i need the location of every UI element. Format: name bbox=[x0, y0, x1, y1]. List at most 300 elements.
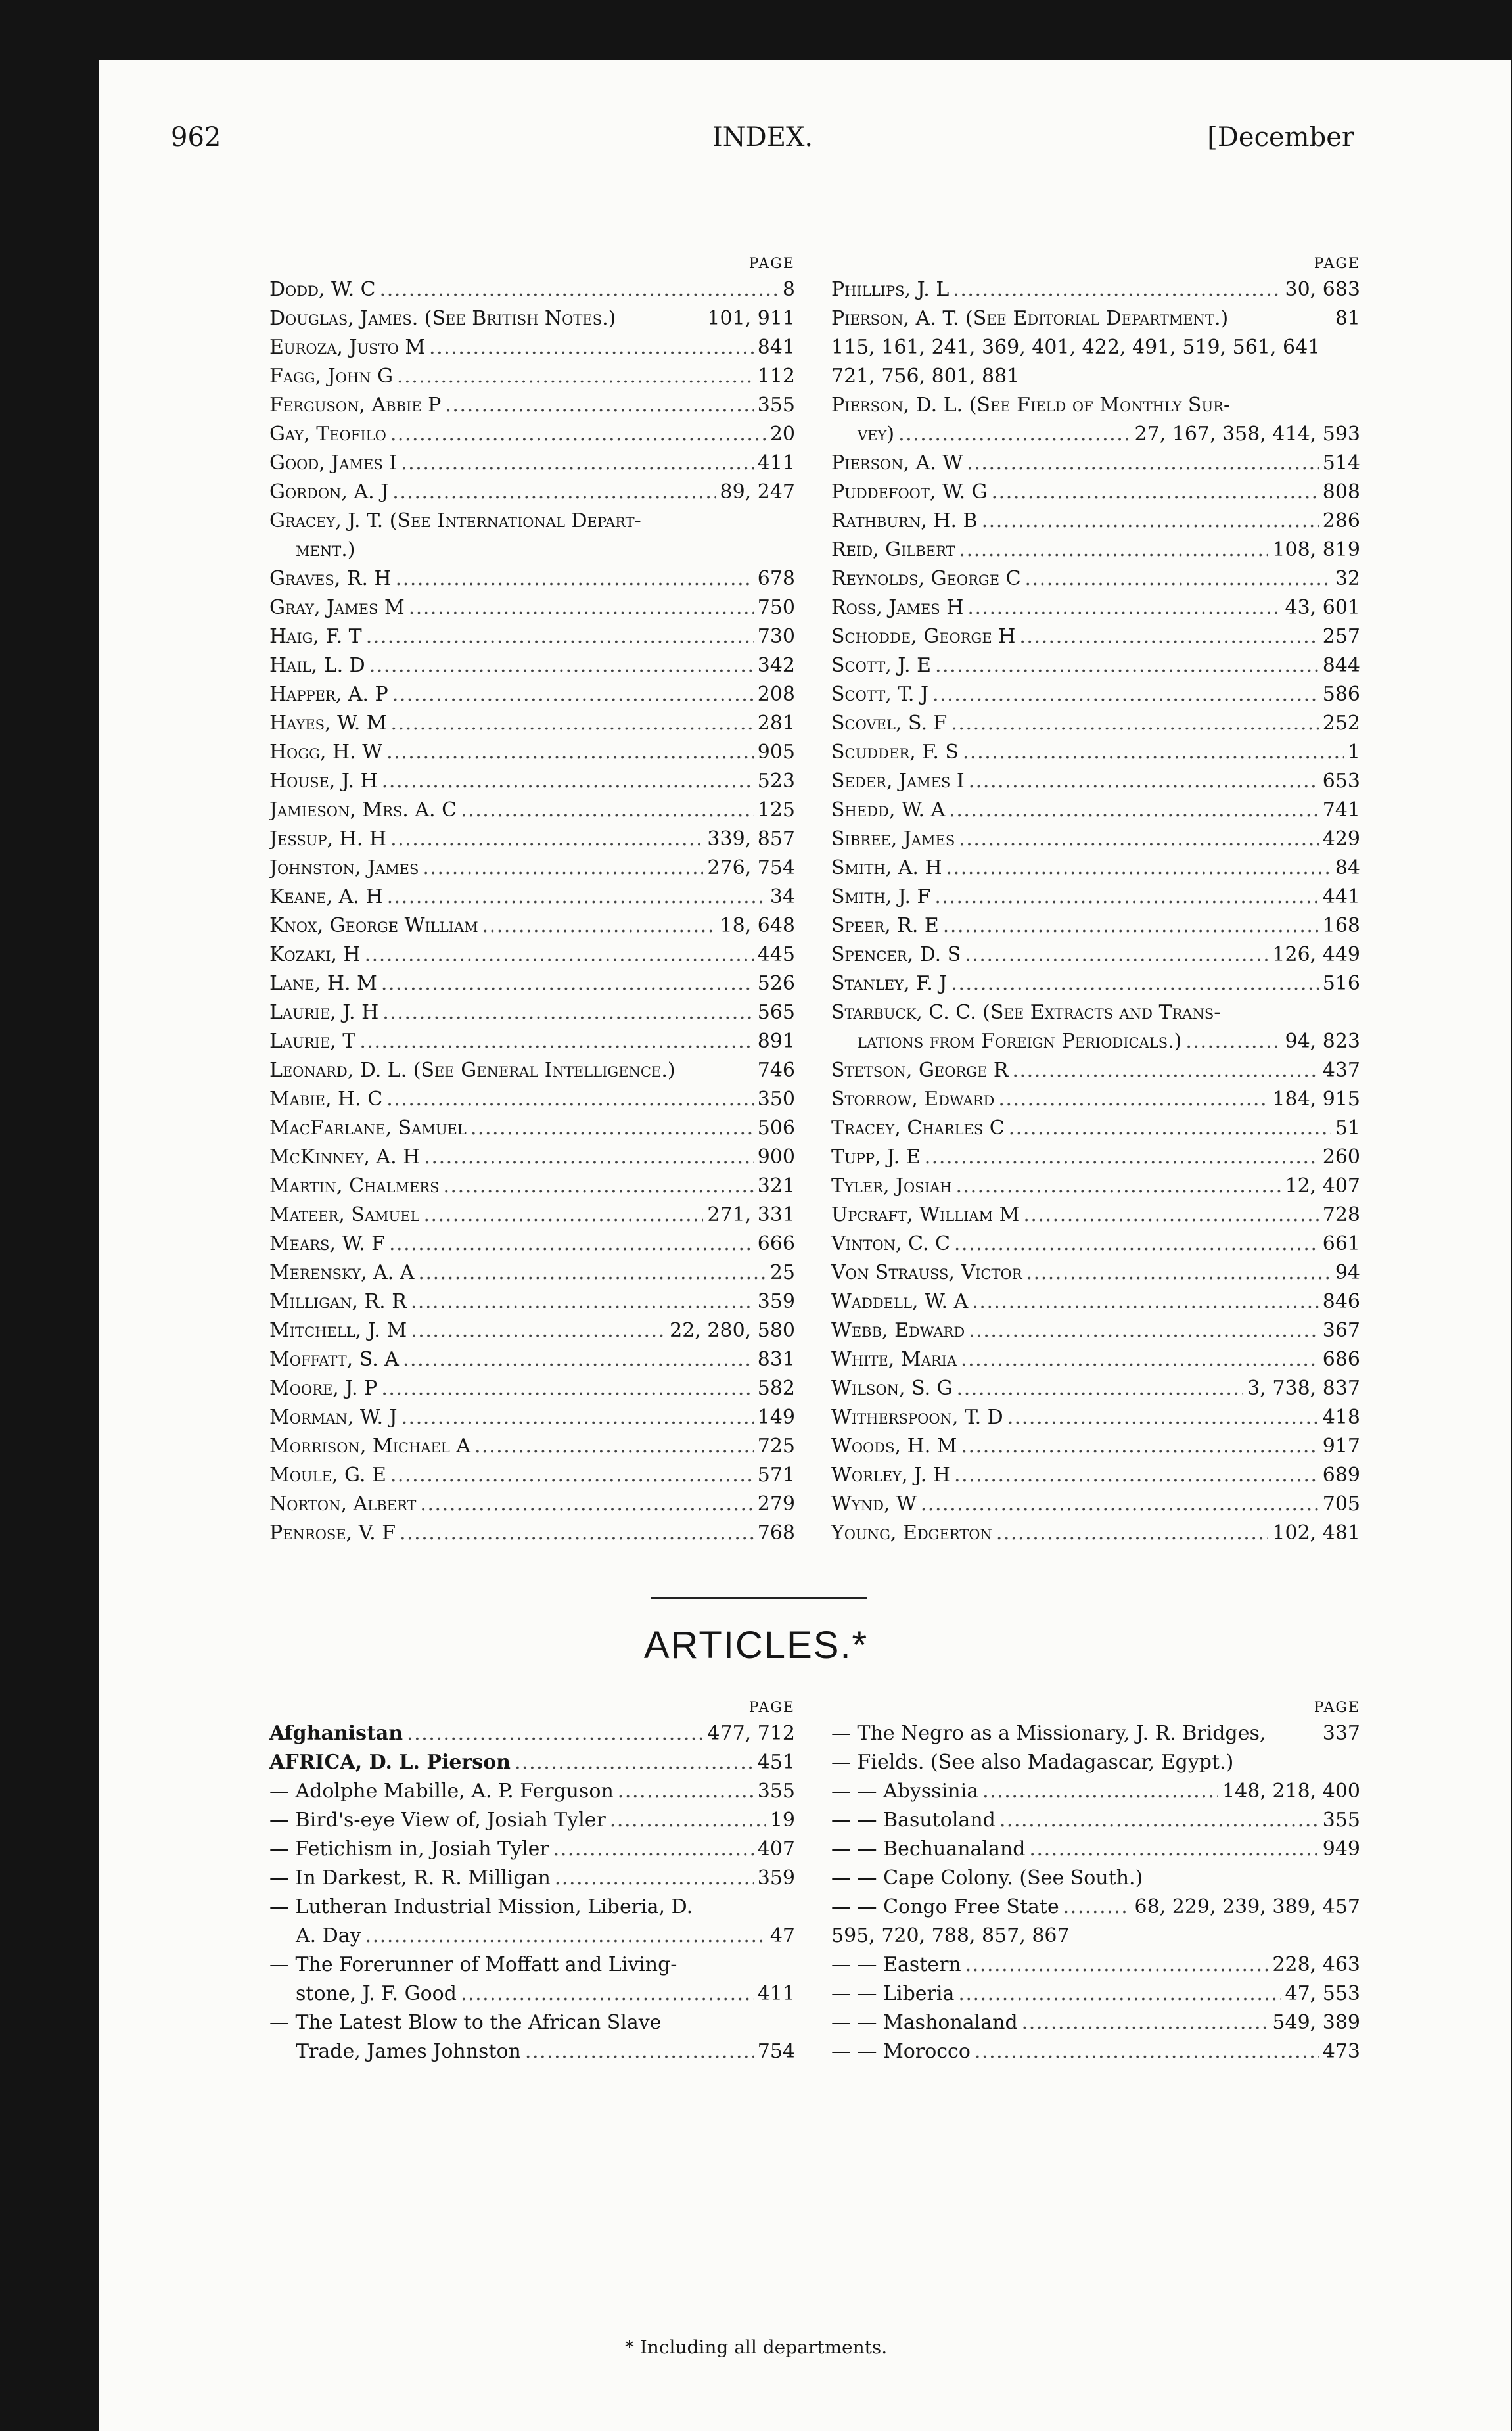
entry-name: — Bird's-eye View of, Josiah Tyler bbox=[269, 1809, 606, 1832]
entry-name: Afghanistan bbox=[269, 1722, 403, 1745]
entry-name: Tyler, Josiah bbox=[831, 1174, 952, 1197]
leader-dots bbox=[972, 1287, 1318, 1316]
entry-name: Douglas, James. (See British Notes.) bbox=[269, 307, 616, 330]
leader-dots bbox=[387, 883, 766, 912]
leader-dots bbox=[969, 767, 1319, 796]
entry-name: Knox, George William bbox=[269, 914, 478, 937]
entry-pages: 8 bbox=[782, 278, 795, 301]
index-entry bbox=[831, 738, 1360, 767]
entry-pages: 279 bbox=[757, 1493, 795, 1516]
entry-name: Woods, H. M bbox=[831, 1435, 957, 1458]
entry-pages: 831 bbox=[757, 1348, 795, 1371]
article-entry bbox=[269, 1980, 795, 2008]
entry-name: Morman, W. J bbox=[269, 1406, 398, 1429]
entry-pages: 477, 712 bbox=[707, 1722, 795, 1745]
index-column-right bbox=[831, 253, 1360, 1548]
article-entry bbox=[831, 1893, 1360, 1922]
leader-dots bbox=[482, 912, 716, 940]
article-entry bbox=[831, 1951, 1360, 1980]
index-entry bbox=[831, 275, 1360, 304]
entry-name: Gay, Teofilo bbox=[269, 423, 386, 446]
entry-name: Scovel, S. F bbox=[831, 712, 948, 735]
article-entry bbox=[831, 1864, 1360, 1893]
entry-pages: 526 bbox=[757, 972, 795, 995]
leader-dots bbox=[359, 1027, 753, 1056]
entry-name: — — Liberia bbox=[831, 1982, 955, 2005]
entry-pages: 441 bbox=[1322, 885, 1360, 908]
entry-name: Schodde, George H bbox=[831, 625, 1016, 648]
entry-name: ment.) bbox=[296, 538, 355, 561]
entry-pages: 367 bbox=[1322, 1319, 1360, 1342]
entry-name: — — Abyssinia bbox=[831, 1780, 979, 1803]
entry-pages: 429 bbox=[1322, 827, 1360, 850]
article-entry bbox=[831, 1980, 1360, 2008]
entry-pages: 276, 754 bbox=[707, 856, 795, 879]
entry-name: Laurie, J. H bbox=[269, 1001, 379, 1024]
index-entry bbox=[831, 1027, 1360, 1056]
index-entry bbox=[269, 1432, 795, 1461]
entry-pages: 126, 449 bbox=[1272, 943, 1360, 966]
leader-dots bbox=[965, 1951, 1269, 1980]
entry-name: — — Congo Free State bbox=[831, 1895, 1059, 1918]
entry-name: Mitchell, J. M bbox=[269, 1319, 407, 1342]
leader-dots bbox=[411, 1287, 754, 1316]
entry-pages: 30, 683 bbox=[1285, 278, 1360, 301]
leader-dots bbox=[1063, 1893, 1131, 1922]
entry-pages: 891 bbox=[757, 1030, 795, 1053]
leader-dots bbox=[925, 1143, 1319, 1172]
entry-pages: 208 bbox=[757, 683, 795, 706]
leader-dots bbox=[366, 622, 754, 651]
entry-pages: 523 bbox=[757, 770, 795, 793]
entry-name: Young, Edgerton bbox=[831, 1521, 992, 1544]
article-entry bbox=[269, 2008, 795, 2037]
entry-pages: 900 bbox=[757, 1146, 795, 1169]
index-entry bbox=[269, 1316, 795, 1345]
articles-column-left bbox=[269, 1697, 795, 2066]
index-entry bbox=[269, 854, 795, 883]
entry-name: Graves, R. H bbox=[269, 567, 392, 590]
entry-name: Trade, James Johnston bbox=[296, 2040, 521, 2063]
entry-name: Seder, James I bbox=[831, 770, 965, 793]
entry-pages: 445 bbox=[757, 943, 795, 966]
entry-pages: 418 bbox=[1322, 1406, 1360, 1429]
entry-pages: 359 bbox=[757, 1866, 795, 1889]
entry-name: Leonard, D. L. (See General Intelligence.) bbox=[269, 1059, 676, 1082]
index-entry bbox=[269, 536, 795, 565]
article-entry bbox=[269, 1893, 795, 1922]
index-entry bbox=[269, 1345, 795, 1374]
index-entry bbox=[831, 883, 1360, 912]
index-entry bbox=[269, 940, 795, 969]
leader-dots bbox=[553, 1835, 754, 1864]
leader-dots bbox=[982, 507, 1319, 536]
index-entry bbox=[831, 1172, 1360, 1201]
entry-pages: 705 bbox=[1322, 1493, 1360, 1516]
entry-pages: 228, 463 bbox=[1272, 1953, 1360, 1976]
entry-name: Scott, T. J bbox=[831, 683, 929, 706]
index-entry bbox=[269, 738, 795, 767]
entry-pages: 350 bbox=[757, 1088, 795, 1111]
entry-pages: 728 bbox=[1322, 1203, 1360, 1226]
index-entry bbox=[831, 536, 1360, 565]
entry-name: Keane, A. H bbox=[269, 885, 383, 908]
index-entry bbox=[831, 1201, 1360, 1230]
article-entry bbox=[831, 1835, 1360, 1864]
index-entry bbox=[269, 478, 795, 507]
entry-pages: 355 bbox=[757, 394, 795, 417]
leader-dots bbox=[982, 1777, 1218, 1806]
leader-dots bbox=[1009, 1114, 1331, 1143]
index-entry bbox=[831, 1519, 1360, 1548]
index-entry bbox=[831, 1230, 1360, 1259]
index-entry bbox=[269, 275, 795, 304]
leader-dots bbox=[365, 1922, 766, 1951]
entry-name: Waddell, W. A bbox=[831, 1290, 969, 1313]
leader-dots bbox=[932, 680, 1319, 709]
entry-name: Ross, James H bbox=[831, 596, 964, 619]
page-header bbox=[171, 122, 1354, 162]
entry-name: Moore, J. P bbox=[269, 1377, 378, 1400]
leader-dots bbox=[382, 998, 754, 1027]
entry-pages: 506 bbox=[757, 1117, 795, 1140]
entry-name: Kozaki, H bbox=[269, 943, 361, 966]
entry-name: — In Darkest, R. R. Milligan bbox=[269, 1866, 551, 1889]
entry-name: — — Eastern bbox=[831, 1953, 961, 1976]
article-entry bbox=[269, 2037, 795, 2066]
index-entry bbox=[269, 449, 795, 478]
entry-name: Stanley, F. J bbox=[831, 972, 948, 995]
page-column-label: PAGE bbox=[748, 256, 795, 272]
articles-column-right bbox=[831, 1697, 1360, 2066]
index-entry bbox=[269, 680, 795, 709]
entry-pages: 571 bbox=[757, 1464, 795, 1487]
entry-name: Mears, W. F bbox=[269, 1232, 385, 1255]
entry-pages: 43, 601 bbox=[1285, 596, 1360, 619]
entry-pages: 451 bbox=[757, 1751, 795, 1774]
entry-pages: 661 bbox=[1322, 1232, 1360, 1255]
index-entry bbox=[831, 1287, 1360, 1316]
leader-dots bbox=[934, 883, 1318, 912]
entry-name: Scudder, F. S bbox=[831, 741, 959, 764]
index-entry bbox=[831, 622, 1360, 651]
entry-name: White, Maria bbox=[831, 1348, 957, 1371]
entry-pages: 355 bbox=[757, 1780, 795, 1803]
leader-dots bbox=[390, 420, 766, 449]
entry-pages: 514 bbox=[1322, 451, 1360, 475]
entry-pages: 112 bbox=[757, 365, 795, 388]
index-entry bbox=[269, 969, 795, 998]
entry-pages: 32 bbox=[1335, 567, 1360, 590]
entry-pages: 725 bbox=[757, 1435, 795, 1458]
leader-dots bbox=[555, 1864, 754, 1893]
entry-name: Wilson, S. G bbox=[831, 1377, 953, 1400]
entry-name: Jessup, H. H bbox=[269, 827, 387, 850]
entry-name: Gordon, A. J bbox=[269, 480, 389, 503]
leader-dots bbox=[474, 1432, 754, 1461]
leader-dots bbox=[461, 1980, 754, 2008]
index-entry bbox=[831, 680, 1360, 709]
index-entry bbox=[831, 333, 1360, 362]
entry-name: — — Basutoland bbox=[831, 1809, 996, 1832]
index-entry bbox=[831, 565, 1360, 593]
entry-pages: 549, 389 bbox=[1272, 2011, 1360, 2034]
index-entry bbox=[269, 1461, 795, 1490]
page-title: INDEX. bbox=[712, 122, 813, 152]
article-entry bbox=[831, 1777, 1360, 1806]
leader-dots bbox=[1023, 1201, 1318, 1230]
entry-name: Dodd, W. C bbox=[269, 278, 376, 301]
leader-dots bbox=[390, 1461, 754, 1490]
entry-pages: 917 bbox=[1322, 1435, 1360, 1458]
index-entry bbox=[831, 825, 1360, 854]
entry-name: Speer, R. E bbox=[831, 914, 939, 937]
entry-pages: 20 bbox=[769, 423, 795, 446]
index-entry bbox=[269, 1027, 795, 1056]
leader-dots bbox=[382, 767, 754, 796]
article-entry bbox=[831, 2037, 1360, 2066]
index-entry bbox=[269, 912, 795, 940]
leader-dots bbox=[943, 912, 1319, 940]
index-entry bbox=[831, 1114, 1360, 1143]
leader-dots bbox=[1025, 565, 1331, 593]
article-entry bbox=[269, 1806, 795, 1835]
entry-pages: 355 bbox=[1322, 1809, 1360, 1832]
index-entry bbox=[269, 391, 795, 420]
index-entry bbox=[831, 304, 1360, 333]
entry-name: Pierson, A. T. (See Editorial Department.) bbox=[831, 307, 1229, 330]
index-entry bbox=[269, 883, 795, 912]
article-entry bbox=[831, 1806, 1360, 1835]
entry-name: Lane, H. M bbox=[269, 972, 377, 995]
leader-dots bbox=[898, 420, 1130, 449]
page-column-label: PAGE bbox=[1314, 1700, 1360, 1716]
entry-pages: 750 bbox=[757, 596, 795, 619]
entry-pages: 905 bbox=[757, 741, 795, 764]
leader-dots bbox=[954, 1461, 1319, 1490]
index-entry bbox=[831, 1490, 1360, 1519]
leader-dots bbox=[1019, 622, 1318, 651]
entry-name: Martin, Chalmers bbox=[269, 1174, 440, 1197]
leader-dots bbox=[961, 1432, 1319, 1461]
entry-pages: 184, 915 bbox=[1272, 1088, 1360, 1111]
index-entry bbox=[831, 940, 1360, 969]
index-entry bbox=[831, 1345, 1360, 1374]
entry-name: 595, 720, 788, 857, 867 bbox=[831, 1924, 1070, 1947]
index-entry bbox=[269, 1172, 795, 1201]
leader-dots bbox=[381, 1374, 753, 1403]
leader-dots bbox=[954, 1230, 1319, 1259]
entry-pages: 339, 857 bbox=[707, 827, 795, 850]
leader-dots bbox=[961, 1345, 1319, 1374]
entry-pages: 68, 229, 239, 389, 457 bbox=[1134, 1895, 1360, 1918]
entry-name: Hail, L. D bbox=[269, 654, 365, 677]
entry-pages: 94 bbox=[1335, 1261, 1360, 1284]
leader-dots bbox=[381, 969, 754, 998]
entry-pages: 260 bbox=[1322, 1146, 1360, 1169]
index-entry bbox=[269, 593, 795, 622]
entry-name: Scott, J. E bbox=[831, 654, 931, 677]
index-entry bbox=[831, 1374, 1360, 1403]
entry-name: — — Morocco bbox=[831, 2040, 971, 2063]
leader-dots bbox=[953, 275, 1281, 304]
leader-dots bbox=[974, 2037, 1319, 2066]
entry-pages: 19 bbox=[769, 1809, 795, 1832]
entry-pages: 754 bbox=[757, 2040, 795, 2063]
entry-name: Good, James I bbox=[269, 451, 398, 475]
leader-dots bbox=[396, 565, 754, 593]
leader-dots bbox=[951, 709, 1318, 738]
entry-pages: 686 bbox=[1322, 1348, 1360, 1371]
entry-name: Spencer, D. S bbox=[831, 943, 961, 966]
entry-name: Gracey, J. T. (See International Depart- bbox=[269, 509, 641, 532]
index-entry bbox=[831, 854, 1360, 883]
index-entry bbox=[269, 1519, 795, 1548]
entry-pages: 473 bbox=[1322, 2040, 1360, 2063]
index-entry bbox=[831, 1085, 1360, 1114]
index-entry bbox=[269, 1114, 795, 1143]
entry-name: lations from Foreign Periodicals.) bbox=[858, 1030, 1182, 1053]
leader-dots bbox=[1007, 1403, 1319, 1432]
entry-name: stone, J. F. Good bbox=[296, 1982, 457, 2005]
leader-dots bbox=[1029, 1835, 1318, 1864]
entry-name: Reynolds, George C bbox=[831, 567, 1021, 590]
entry-name: Haig, F. T bbox=[269, 625, 362, 648]
entry-name: — The Forerunner of Moffatt and Living- bbox=[269, 1953, 677, 1976]
index-entry bbox=[831, 420, 1360, 449]
entry-pages: 89, 247 bbox=[720, 480, 795, 503]
entry-pages: 516 bbox=[1322, 972, 1360, 995]
leader-dots bbox=[955, 1172, 1281, 1201]
leader-dots bbox=[392, 478, 716, 507]
leader-dots bbox=[992, 478, 1319, 507]
entry-name: Happer, A. P bbox=[269, 683, 388, 706]
leader-dots bbox=[418, 1259, 766, 1287]
entry-name: A. Day bbox=[296, 1924, 361, 1947]
entry-name: 115, 161, 241, 369, 401, 422, 491, 519, 561, 641 bbox=[831, 336, 1321, 359]
entry-pages: 47, 553 bbox=[1285, 1982, 1360, 2005]
entry-pages: 27, 167, 358, 414, 593 bbox=[1134, 423, 1360, 446]
leader-dots bbox=[951, 969, 1318, 998]
index-entry bbox=[831, 1403, 1360, 1432]
leader-dots bbox=[386, 738, 754, 767]
index-entry bbox=[831, 507, 1360, 536]
entry-pages: 768 bbox=[757, 1521, 795, 1544]
entry-name: Moule, G. E bbox=[269, 1464, 386, 1487]
entry-pages: 730 bbox=[757, 625, 795, 648]
entry-name: Starbuck, C. C. (See Extracts and Trans- bbox=[831, 1001, 1221, 1024]
entry-pages: 582 bbox=[757, 1377, 795, 1400]
article-entry bbox=[831, 2008, 1360, 2037]
leader-dots bbox=[397, 362, 754, 391]
entry-name: Witherspoon, T. D bbox=[831, 1406, 1003, 1429]
article-entry bbox=[831, 1719, 1360, 1748]
leader-dots bbox=[411, 1316, 666, 1345]
index-entry bbox=[831, 1461, 1360, 1490]
entry-name: Norton, Albert bbox=[269, 1493, 417, 1516]
index-entry bbox=[831, 969, 1360, 998]
entry-name: — The Negro as a Missionary, J. R. Bridges, bbox=[831, 1722, 1266, 1745]
index-entry bbox=[269, 1287, 795, 1316]
entry-name: Worley, J. H bbox=[831, 1464, 951, 1487]
index-entry bbox=[831, 478, 1360, 507]
leader-dots bbox=[610, 1806, 766, 1835]
entry-name: Von Strauss, Victor bbox=[831, 1261, 1022, 1284]
entry-pages: 34 bbox=[769, 885, 795, 908]
leader-dots bbox=[525, 2037, 754, 2066]
index-entry bbox=[269, 333, 795, 362]
running-head-month: [December bbox=[1207, 122, 1354, 152]
entry-name: Phillips, J. L bbox=[831, 278, 950, 301]
leader-dots bbox=[401, 1403, 754, 1432]
entry-name: — — Bechuanaland bbox=[831, 1838, 1026, 1861]
leader-dots bbox=[429, 333, 754, 362]
entry-pages: 846 bbox=[1322, 1290, 1360, 1313]
entry-pages: 81 bbox=[1335, 307, 1360, 330]
entry-pages: 102, 481 bbox=[1272, 1521, 1360, 1544]
entry-name: Smith, J. F bbox=[831, 885, 931, 908]
entry-name: vey) bbox=[858, 423, 895, 446]
entry-name: MacFarlane, Samuel bbox=[269, 1117, 467, 1140]
entry-name: Storrow, Edward bbox=[831, 1088, 995, 1111]
leader-dots bbox=[959, 536, 1269, 565]
entry-pages: 437 bbox=[1322, 1059, 1360, 1082]
entry-pages: 844 bbox=[1322, 654, 1360, 677]
entry-name: Fagg, John G bbox=[269, 365, 394, 388]
entry-name: — Fields. (See also Madagascar, Egypt.) bbox=[831, 1751, 1234, 1774]
leader-dots bbox=[470, 1114, 754, 1143]
leader-dots bbox=[443, 1172, 753, 1201]
entry-name: Stetson, George R bbox=[831, 1059, 1009, 1082]
index-entry bbox=[269, 1259, 795, 1287]
leader-dots bbox=[969, 1316, 1319, 1345]
entry-pages: 252 bbox=[1322, 712, 1360, 735]
entry-pages: 257 bbox=[1322, 625, 1360, 648]
entry-pages: 108, 819 bbox=[1272, 538, 1360, 561]
leader-dots bbox=[618, 1777, 754, 1806]
index-entry bbox=[269, 825, 795, 854]
leader-dots bbox=[957, 1374, 1244, 1403]
index-entry bbox=[831, 998, 1360, 1027]
index-entry bbox=[831, 449, 1360, 478]
entry-name: Tracey, Charles C bbox=[831, 1117, 1005, 1140]
entry-pages: 51 bbox=[1335, 1117, 1360, 1140]
entry-name: Mabie, H. C bbox=[269, 1088, 383, 1111]
footnote: * Including all departments. bbox=[624, 2336, 888, 2358]
entry-name: Jamieson, Mrs. A. C bbox=[269, 799, 457, 822]
leader-dots bbox=[369, 651, 754, 680]
article-entry bbox=[269, 1748, 795, 1777]
index-entry bbox=[269, 1490, 795, 1519]
index-entry bbox=[269, 1143, 795, 1172]
index-entry bbox=[269, 651, 795, 680]
entry-pages: 281 bbox=[757, 712, 795, 735]
index-entry bbox=[831, 1316, 1360, 1345]
leader-dots bbox=[365, 940, 754, 969]
entry-name: Pierson, D. L. (See Field of Monthly Sur- bbox=[831, 394, 1231, 417]
index-entry bbox=[831, 912, 1360, 940]
index-entry bbox=[269, 304, 795, 333]
index-entry bbox=[269, 1056, 795, 1085]
entry-pages: 359 bbox=[757, 1290, 795, 1313]
article-entry bbox=[269, 1864, 795, 1893]
leader-dots bbox=[996, 1519, 1269, 1548]
entry-pages: 148, 218, 400 bbox=[1222, 1780, 1360, 1803]
entry-name: — — Cape Colony. (See South.) bbox=[831, 1866, 1143, 1889]
entry-name: Merensky, A. A bbox=[269, 1261, 415, 1284]
leader-dots bbox=[389, 1230, 754, 1259]
entry-name: Gray, James M bbox=[269, 596, 405, 619]
